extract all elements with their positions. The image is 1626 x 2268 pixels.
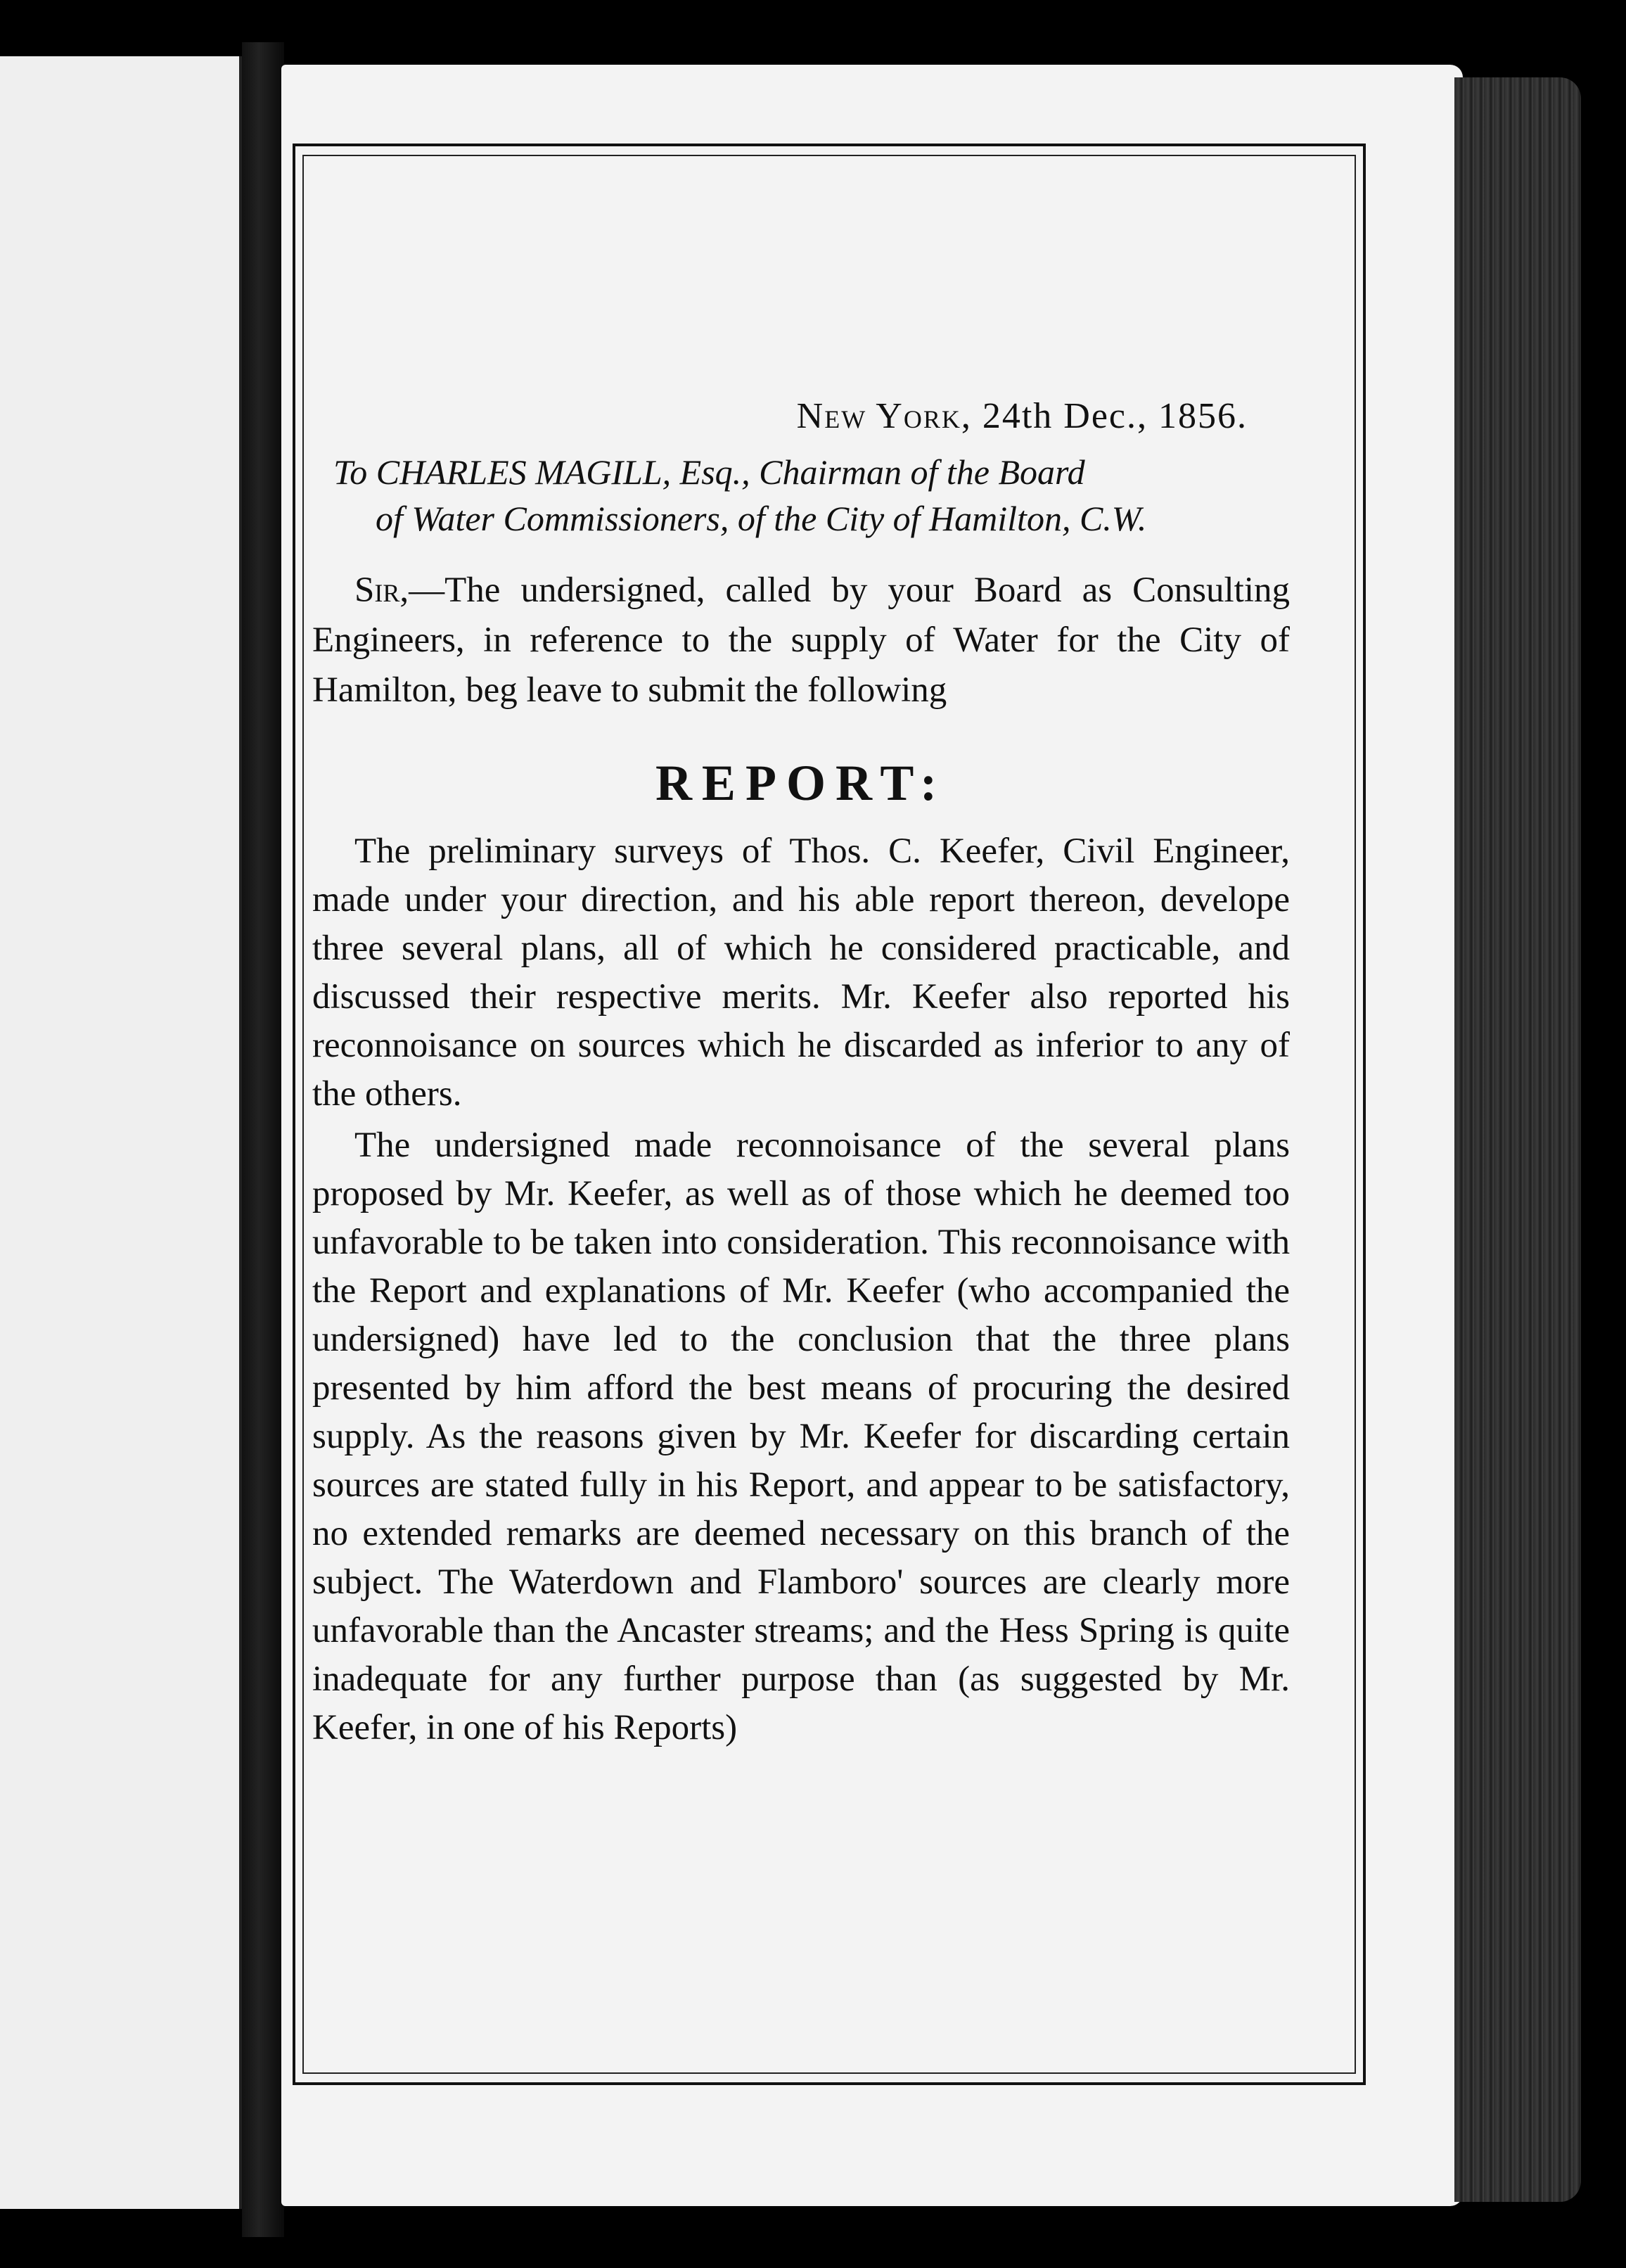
page-edges: [1454, 77, 1581, 2202]
addressee-line-1: To CHARLES MAGILL, Esq., Chairman of the Board: [333, 452, 1085, 492]
addressee: [312, 449, 1290, 542]
dateline: New York, 24th Dec., 1856.: [796, 396, 1248, 436]
body-paragraph-2: The undersigned made reconnoisance of the several plans proposed by Mr. Keefer, as well as of those which he deemed too unfavorable to be taken into consideration. This reconnoisance with the Report and explanations of Mr. Keefer (who accompanied the undersigned) have led to the conclusion that the three plans presented by him afford the best means of procuring the desired supply. As the reasons given by Mr. Keefer for discarding certain sources are stated fully in his Report, and appear to be satisfactory, no extended remarks are deemed necessary on this branch of the subject. The Waterdown and Flamboro' sources are clearly more unfavorable than the Ancaster streams; and the Hess Spring is quite inadequate for any further purpose than (as suggested by Mr. Keefer, in one of his Reports): [312, 1126, 1290, 1747]
salutation: Sir,: [354, 571, 409, 610]
addressee-line-2: of Water Commissioners, of the City of Hamilton, C.W.: [376, 499, 1147, 538]
page-text: [312, 394, 1290, 1752]
dateline-date: 24th Dec., 1856.: [982, 396, 1248, 436]
dateline-place: New York: [796, 396, 961, 436]
book-gutter: [242, 42, 284, 2237]
left-page: [0, 56, 242, 2209]
opening-text: —The undersigned, called by your Board as Consulting Engineers, in reference to the supply of Water for the City of Hamilton, beg leave to submit the following: [312, 571, 1290, 710]
report-heading: REPORT:: [655, 755, 947, 811]
opening-paragraph: [312, 566, 1290, 715]
body-paragraph-1: The preliminary surveys of Thos. C. Keefer, Civil Engineer, made under your direction, and his able report thereon, develope three several plans, all of which he considered practicable, and discussed their respective merits. Mr. Keefer also reported his reconnoisance on sources which he discarded as inferior to any of the others.: [312, 832, 1290, 1114]
